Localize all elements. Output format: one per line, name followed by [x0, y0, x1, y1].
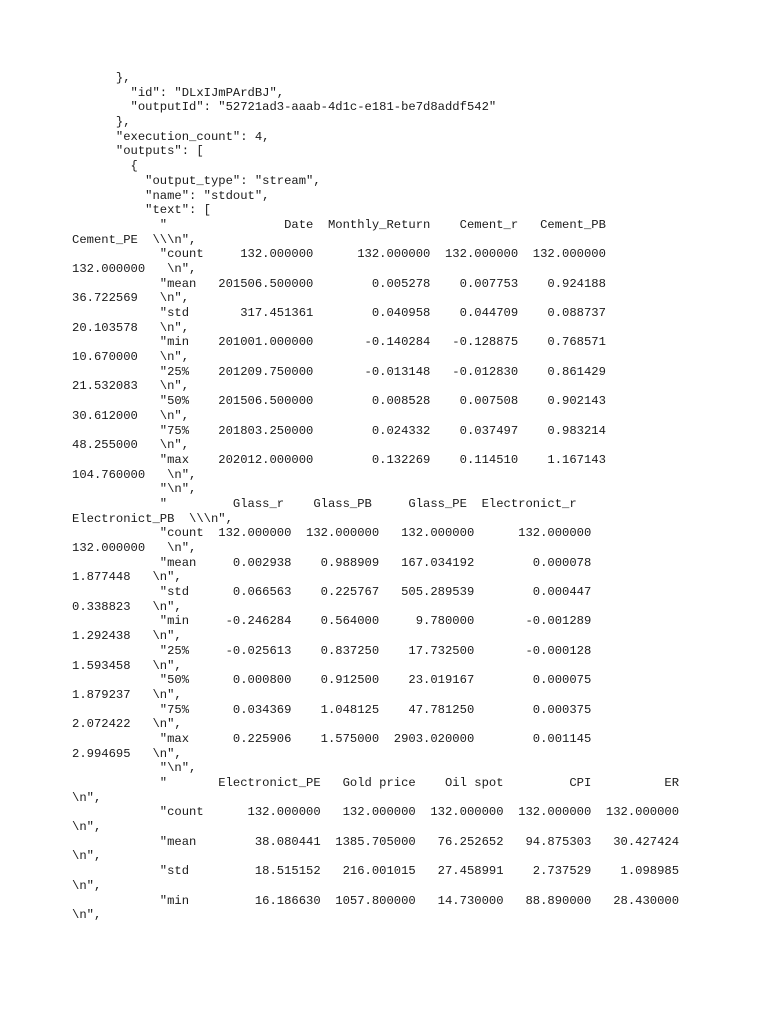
code-line: "mean 0.002938 0.988909 167.034192 0.000078 [72, 555, 592, 570]
code-line: }, [72, 71, 131, 85]
code-line: "min 201001.000000 -0.140284 -0.128875 0.768571 [72, 335, 606, 350]
code-line: "min 16.186630 1057.800000 14.730000 88.890000 28.430000 [72, 893, 680, 908]
code-line: "std 18.515152 216.001015 27.458991 2.737529 1.098985 [72, 864, 680, 879]
code-line: 104.760000 \n", [72, 467, 197, 482]
code-line: 1.879237 \n", [72, 687, 182, 702]
code-line: 0.338823 \n", [72, 599, 182, 614]
code-line: Electronict_PB \\\n", [72, 511, 233, 526]
code-line: "outputs": [ [72, 144, 204, 159]
code-line: 2.994695 \n", [72, 746, 182, 761]
code-line: { [72, 159, 138, 174]
code-line: "count 132.000000 132.000000 132.000000 132.000000 [72, 526, 592, 541]
code-line: 132.000000 \n", [72, 261, 197, 276]
code-line: "50% 0.000800 0.912500 23.019167 0.000075 [72, 673, 592, 688]
code-line: "std 317.451361 0.040958 0.044709 0.088737 [72, 306, 606, 320]
code-line: \n", [72, 878, 102, 893]
code-line: "50% 201506.500000 0.008528 0.007508 0.902143 [72, 394, 606, 409]
code-line: " Date Monthly_Return Cement_r Cement_PB [72, 217, 606, 232]
code-line: 30.612000 \n", [72, 408, 190, 423]
code-line: "max 202012.000000 0.132269 0.114510 1.167143 [72, 452, 606, 467]
code-line: "mean 38.080441 1385.705000 76.252652 94.875303 30.427424 [72, 834, 680, 849]
code-line: "75% 201803.250000 0.024332 0.037497 0.983214 [72, 423, 606, 438]
code-line: "outputId": "52721ad3-aaab-4d1c-e181-be7d8addf542" [72, 100, 497, 115]
code-line: \n", [72, 790, 102, 805]
code-line: "min -0.246284 0.564000 9.780000 -0.001289 [72, 614, 592, 629]
code-line: 36.722569 \n", [72, 291, 190, 306]
code-listing [72, 71, 679, 923]
code-line: "count 132.000000 132.000000 132.000000 132.000000 132.000000 [72, 805, 680, 820]
code-line: Cement_PE \\\n", [72, 232, 197, 247]
code-line: " Electronict_PE Gold price Oil spot CPI ER [72, 776, 680, 790]
code-line: "75% 0.034369 1.048125 47.781250 0.000375 [72, 702, 592, 717]
code-line: 1.292438 \n", [72, 629, 182, 644]
code-line: "\n", [72, 482, 197, 497]
code-line: "text": [ [72, 203, 211, 218]
code-line: " Glass_r Glass_PB Glass_PE Electronict_r [72, 496, 577, 511]
code-line: \n", [72, 849, 102, 864]
code-line: "name": "stdout", [72, 188, 270, 203]
code-line: "25% 201209.750000 -0.013148 -0.012830 0.861429 [72, 364, 606, 379]
code-line: 132.000000 \n", [72, 541, 197, 555]
code-line: 20.103578 \n", [72, 320, 190, 335]
code-line: 1.877448 \n", [72, 570, 182, 585]
code-line: "output_type": "stream", [72, 173, 321, 188]
code-line: 1.593458 \n", [72, 658, 182, 673]
code-line: "count 132.000000 132.000000 132.000000 132.000000 [72, 247, 606, 262]
code-line: "id": "DLxIJmPArdBJ", [72, 85, 285, 100]
code-line: "execution_count": 4, [72, 129, 270, 144]
code-line: "\n", [72, 761, 197, 776]
code-line: 48.255000 \n", [72, 438, 190, 453]
code-line: 10.670000 \n", [72, 350, 190, 365]
code-line: \n", [72, 820, 102, 835]
code-line: "max 0.225906 1.575000 2903.020000 0.001145 [72, 731, 592, 746]
code-line: \n", [72, 908, 102, 923]
code-line: "25% -0.025613 0.837250 17.732500 -0.000128 [72, 643, 592, 658]
code-line: "mean 201506.500000 0.005278 0.007753 0.924188 [72, 276, 606, 291]
code-line: }, [72, 115, 131, 130]
code-line: 21.532083 \n", [72, 379, 190, 394]
code-line: 2.072422 \n", [72, 717, 182, 732]
code-line: "std 0.066563 0.225767 505.289539 0.000447 [72, 585, 592, 600]
